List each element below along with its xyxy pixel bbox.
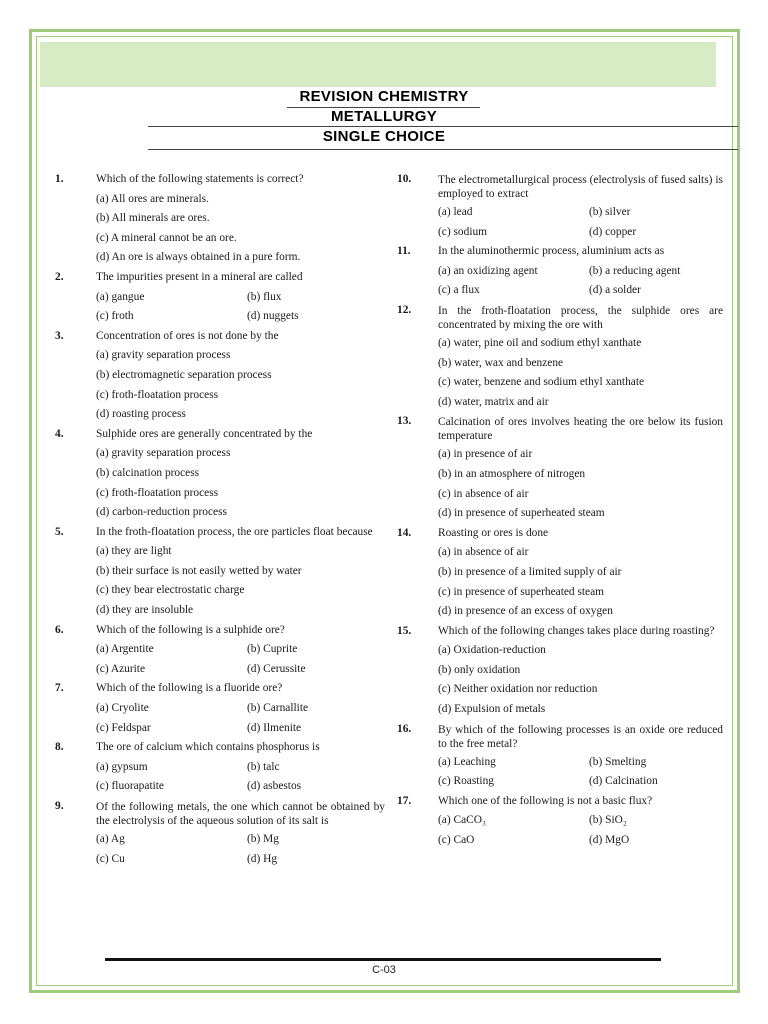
answer-option: (a) Oxidation-reduction xyxy=(438,644,546,657)
answer-option: (b) water, wax and benzene xyxy=(438,356,564,369)
answer-options xyxy=(96,640,385,679)
answer-option: (d) copper xyxy=(589,225,637,238)
question-text: In the froth-floatation process, the ore particles float because xyxy=(96,525,373,538)
question-stem xyxy=(397,720,723,753)
answer-option: (a) gravity separation process xyxy=(96,349,231,362)
answer-option: (c) in presence of superheated steam xyxy=(438,585,605,598)
question-10 xyxy=(397,170,723,242)
question-14 xyxy=(397,524,723,622)
question-stem xyxy=(397,301,723,334)
answer-options xyxy=(96,346,385,424)
question-stem xyxy=(397,622,723,642)
answer-option: (b) calcination process xyxy=(96,466,200,479)
question-number: 12. xyxy=(397,303,412,316)
questions-left-column xyxy=(55,170,385,869)
answer-option: (d) Cerussite xyxy=(247,662,306,675)
answer-option: (c) Roasting xyxy=(438,775,494,788)
question-text: Roasting or ores is done xyxy=(438,526,549,539)
answer-option: (a) lead xyxy=(438,206,473,218)
answer-option: (d) Calcination xyxy=(589,775,658,788)
page-code: C-03 xyxy=(372,964,396,976)
answer-option: (d) An ore is always obtained in a pure form. xyxy=(96,251,301,264)
answer-options xyxy=(438,811,723,850)
title-revision-chemistry: REVISION CHEMISTRY xyxy=(299,88,469,105)
answer-option: (b) talc xyxy=(247,760,280,773)
question-text: By which of the following processes is an oxide ore reduced to the free metal? xyxy=(438,723,723,750)
answer-options xyxy=(96,699,385,738)
question-stem xyxy=(55,797,385,830)
question-text: Which of the following statements is correct? xyxy=(96,173,304,185)
answer-option: (a) Cryolite xyxy=(96,702,149,715)
question-text: Of the following metals, the one which cannot be obtained by the electrolysis of the aqueous solution of its salt is xyxy=(96,801,385,827)
answer-option: (b) only oxidation xyxy=(438,663,521,676)
answer-option: (c) fluorapatite xyxy=(96,780,164,793)
question-stem xyxy=(55,523,385,543)
answer-option: (a) in presence of air xyxy=(438,448,533,461)
answer-option: (a) an oxidizing agent xyxy=(438,264,538,277)
answer-options xyxy=(438,445,723,523)
question-number: 4. xyxy=(55,427,64,440)
question-9 xyxy=(55,797,385,869)
answer-option: (d) they are insoluble xyxy=(96,604,194,617)
question-stem xyxy=(397,170,723,203)
question-stem xyxy=(397,792,723,812)
answer-option: (c) froth xyxy=(96,310,134,323)
question-text: In the aluminothermic process, aluminium acts as xyxy=(438,245,665,258)
answer-option: (c) water, benzene and sodium ethyl xanthate xyxy=(438,376,645,389)
answer-option: (c) Cu xyxy=(96,852,125,865)
answer-option: (c) a flux xyxy=(438,284,480,297)
answer-option: (a) Ag xyxy=(96,833,125,845)
question-number: 5. xyxy=(55,525,64,538)
answer-option: (a) gypsum xyxy=(96,760,148,773)
question-text: Which of the following changes takes place during roasting? xyxy=(438,624,715,637)
question-number: 17. xyxy=(397,794,412,807)
question-text: Which of the following is a fluoride ore? xyxy=(96,682,283,695)
question-number: 9. xyxy=(55,800,64,812)
question-stem xyxy=(55,621,385,641)
question-number: 10. xyxy=(397,173,412,185)
question-number: 6. xyxy=(55,623,64,636)
answer-options xyxy=(96,830,385,869)
question-stem xyxy=(55,679,385,699)
question-text: Which one of the following is not a basic flux? xyxy=(438,794,653,807)
answer-option: (a) CaCO₃ xyxy=(438,814,486,827)
answer-option: (c) Azurite xyxy=(96,662,146,675)
question-7 xyxy=(55,679,385,738)
question-13 xyxy=(397,412,723,523)
answer-option: (a) they are light xyxy=(96,545,172,558)
answer-option: (d) roasting process xyxy=(96,408,186,421)
answer-option: (b) Smelting xyxy=(589,755,647,768)
question-5 xyxy=(55,523,385,621)
answer-option: (b) flux xyxy=(247,290,282,303)
answer-option: (b) SiO₂ xyxy=(589,814,627,827)
question-text: In the froth-floatation process, the sulphide ores are concentrated by mixing the ore with xyxy=(438,304,723,331)
answer-options xyxy=(438,543,723,621)
answer-option: (a) Argentite xyxy=(96,643,154,656)
answer-option: (c) CaO xyxy=(438,834,475,847)
question-number: 2. xyxy=(55,270,64,283)
question-number: 11. xyxy=(397,245,411,258)
question-11 xyxy=(397,242,723,301)
question-text: Sulphide ores are generally concentrated by the xyxy=(96,427,313,440)
answer-option: (b) Mg xyxy=(247,833,279,845)
question-text: Which of the following is a sulphide ore? xyxy=(96,623,285,636)
question-number: 1. xyxy=(55,173,64,185)
answer-option: (c) sodium xyxy=(438,225,488,238)
question-text: Calcination of ores involves heating the ore below its fusion temperature xyxy=(438,416,723,443)
answer-option: (d) a solder xyxy=(589,284,641,297)
answer-option: (c) froth-floatation process xyxy=(96,486,219,499)
answer-option: (d) asbestos xyxy=(247,780,302,793)
question-stem xyxy=(55,425,385,445)
answer-option: (b) a reducing agent xyxy=(589,264,681,277)
answer-options xyxy=(438,262,723,301)
question-16 xyxy=(397,720,723,792)
answer-options xyxy=(96,288,385,327)
answer-options xyxy=(438,334,723,412)
title-single-choice: SINGLE CHOICE xyxy=(322,128,446,145)
question-number: 14. xyxy=(397,526,412,539)
question-stem xyxy=(397,242,723,262)
answer-option: (d) Expulsion of metals xyxy=(438,703,546,716)
question-3 xyxy=(55,327,385,425)
question-1 xyxy=(55,170,385,268)
answer-option: (b) All minerals are ores. xyxy=(96,212,210,225)
question-17 xyxy=(397,792,723,851)
question-stem xyxy=(55,327,385,347)
title-metallurgy: METALLURGY xyxy=(330,108,438,125)
answer-option: (b) their surface is not easily wetted by water xyxy=(96,564,302,577)
answer-option: (d) Ilmenite xyxy=(247,721,302,734)
answer-options xyxy=(96,758,385,797)
question-stem xyxy=(397,524,723,544)
question-4 xyxy=(55,425,385,523)
answer-option: (a) All ores are minerals. xyxy=(96,192,209,205)
answer-option: (b) silver xyxy=(589,206,631,218)
question-stem xyxy=(397,412,723,445)
question-6 xyxy=(55,621,385,680)
question-stem xyxy=(55,170,385,190)
section-rule xyxy=(148,126,738,127)
answer-option: (b) in presence of a limited supply of air xyxy=(438,565,622,578)
answer-option: (d) in presence of an excess of oxygen xyxy=(438,605,613,618)
question-12 xyxy=(397,301,723,412)
answer-option: (a) gravity separation process xyxy=(96,447,231,460)
question-15 xyxy=(397,622,723,720)
question-number: 15. xyxy=(397,624,412,637)
answer-options xyxy=(96,542,385,620)
answer-options xyxy=(96,190,385,268)
answer-option: (c) they bear electrostatic charge xyxy=(96,584,245,597)
answer-option: (a) water, pine oil and sodium ethyl xanthate xyxy=(438,336,642,349)
question-number: 7. xyxy=(55,682,64,695)
header-band xyxy=(40,42,716,87)
section-rule-bottom xyxy=(148,149,738,150)
footer-rule xyxy=(105,958,661,961)
answer-option: (a) gangue xyxy=(96,290,145,303)
question-number: 16. xyxy=(397,722,412,735)
question-number: 3. xyxy=(55,329,64,342)
answer-options xyxy=(438,641,723,719)
answer-option: (a) in absence of air xyxy=(438,546,529,559)
answer-option: (b) Cuprite xyxy=(247,643,298,656)
answer-options xyxy=(438,753,723,792)
question-number: 13. xyxy=(397,415,412,428)
questions-right-column xyxy=(397,170,723,851)
question-text: Concentration of ores is not done by the xyxy=(96,329,279,342)
answer-option: (d) nuggets xyxy=(247,310,299,323)
answer-option: (c) Feldspar xyxy=(96,721,151,734)
answer-option: (d) MgO xyxy=(589,834,630,847)
answer-option: (a) Leaching xyxy=(438,755,496,768)
answer-option: (d) water, matrix and air xyxy=(438,395,549,408)
answer-options xyxy=(438,203,723,242)
answer-option: (b) in an atmosphere of nitrogen xyxy=(438,467,586,480)
answer-option: (c) A mineral cannot be an ore. xyxy=(96,231,237,244)
answer-option: (b) electromagnetic separation process xyxy=(96,368,272,381)
question-number: 8. xyxy=(55,741,64,754)
question-8 xyxy=(55,738,385,797)
question-2 xyxy=(55,268,385,327)
answer-option: (d) in presence of superheated steam xyxy=(438,507,605,520)
question-text: The impurities present in a mineral are called xyxy=(96,270,303,283)
question-stem xyxy=(55,268,385,288)
answer-option: (d) carbon-reduction process xyxy=(96,506,227,519)
question-stem xyxy=(55,738,385,758)
answer-option: (b) Carnallite xyxy=(247,702,309,715)
question-text: The electrometallurgical process (electrolysis of fused salts) is employed to extract xyxy=(438,174,723,200)
answer-option: (c) Neither oxidation nor reduction xyxy=(438,683,598,696)
answer-option: (c) in absence of air xyxy=(438,487,529,500)
answer-options xyxy=(96,444,385,522)
answer-option: (d) Hg xyxy=(247,852,278,865)
answer-option: (c) froth-floatation process xyxy=(96,388,219,401)
question-text: The ore of calcium which contains phosphorus is xyxy=(96,741,320,754)
